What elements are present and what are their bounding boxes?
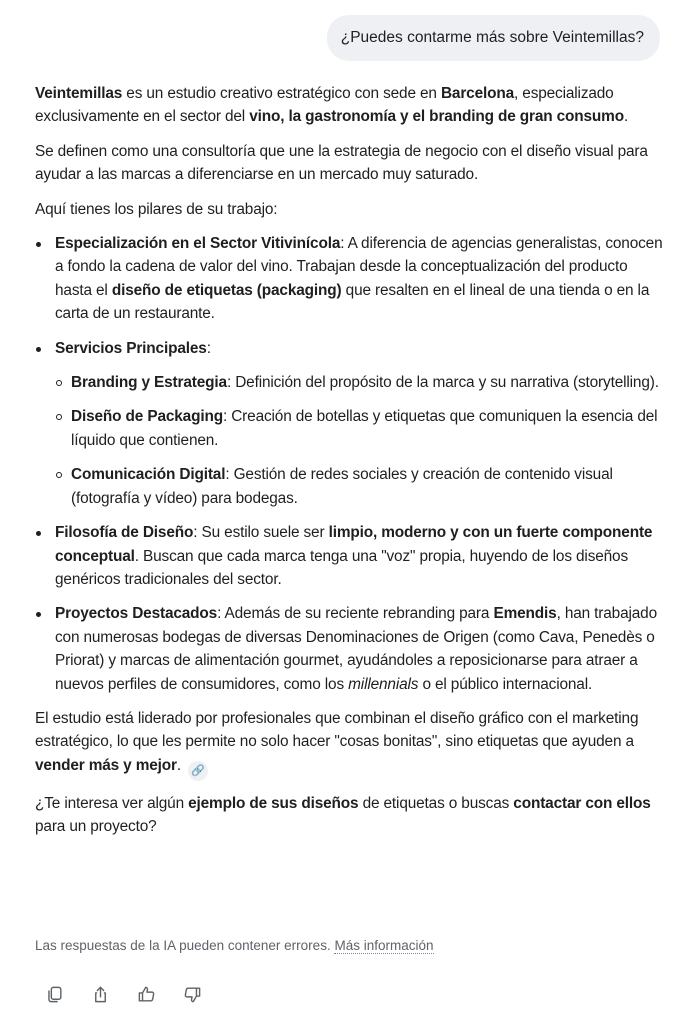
user-message-text: ¿Puedes contarme más sobre Veintemillas? bbox=[340, 29, 644, 46]
pillars-list bbox=[35, 232, 665, 696]
user-message-bubble bbox=[327, 15, 660, 61]
share-button[interactable] bbox=[90, 983, 110, 1005]
list-item: Especialización en el Sector Vitivinícola: A diferencia de agencias generalistas, conocen a fondo la cadena de valor del vino. Trabajan desde la conceptualización del producto hasta el diseño de etiquetas (packaging) que resalten en el lineal de una tienda o en la carta de un restaurante. bbox=[35, 232, 665, 326]
list-item: Proyectos Destacados: Además de su reciente rebranding para Emendis, han trabajado con numerosas bodegas de diversas Denominaciones de Origen (como Cava, Penedès o Priorat) y marcas de alimentación gourmet, ayudándoles a reposicionarse para atraer a nuevos perfiles de consumidores, como los millennials o el público internacional. bbox=[35, 602, 665, 696]
link-icon: 🔗 bbox=[191, 764, 205, 777]
copy-icon bbox=[45, 985, 64, 1004]
thumbs-down-button[interactable] bbox=[182, 983, 202, 1005]
share-icon bbox=[91, 985, 110, 1004]
definition-paragraph: Se definen como una consultoría que une la estrategia de negocio con el diseño visual para ayudar a las marcas a diferenciarse en un mercado muy saturado. bbox=[35, 142, 648, 184]
sub-list-item: Comunicación Digital: Gestión de redes sociales y creación de contenido visual (fotografía y vídeo) para bodegas. bbox=[55, 463, 665, 510]
list-item: Filosofía de Diseño: Su estilo suele ser limpio, moderno y con un fuerte componente conceptual. Buscan que cada marca tenga una "voz" propia, huyendo de los diseños genéricos tradicionales del sector. bbox=[35, 521, 665, 591]
services-list bbox=[55, 371, 665, 510]
bold-text: Veintemillas bbox=[35, 85, 123, 102]
intro-paragraph: Veintemillas es un estudio creativo estratégico con sede en Barcelona, especializado exclusivamente en el sector del vino, la gastronomía y el branding de gran consumo. bbox=[35, 85, 629, 126]
more-info-link[interactable]: Más información bbox=[334, 938, 434, 953]
followup-question: ¿Te interesa ver algún ejemplo de sus diseños de etiquetas o buscas contactar con ellos para un proyecto? bbox=[35, 794, 651, 836]
thumbs-down-icon bbox=[183, 985, 202, 1004]
source-link-chip[interactable] bbox=[188, 761, 208, 781]
sub-list-item: Diseño de Packaging: Creación de botellas y etiquetas que comuniquen la esencia del líquido que contienen. bbox=[55, 405, 665, 452]
sub-list-item: Branding y Estrategia: Definición del propósito de la marca y su narrativa (storytelling). bbox=[55, 371, 665, 394]
summary-paragraph: El estudio está liderado por profesionales que combinan el diseño gráfico con el marketing estratégico, lo que les permite no solo hacer "cosas bonitas", sino etiquetas que ayuden a vender más y mejor. 🔗 bbox=[35, 707, 665, 781]
assistant-response bbox=[35, 82, 665, 850]
thumbs-up-button[interactable] bbox=[136, 983, 156, 1005]
ai-disclaimer: Las respuestas de la IA pueden contener errores. Más información bbox=[35, 938, 434, 953]
thumbs-up-icon bbox=[137, 985, 156, 1004]
list-item: Servicios Principales: Branding y Estrategia: Definición del propósito de la marca y su narrativa (storytelling). Diseño de Packaging: Creación de botellas y etiquetas que comuniquen la esencia del líquido que contienen. Comunicación Digital: Gestión de redes sociales y creación de contenido visual (fotografía y vídeo) para bodegas. bbox=[35, 337, 665, 510]
response-actions bbox=[44, 983, 202, 1005]
copy-button[interactable] bbox=[44, 983, 64, 1005]
pillars-intro: Aquí tienes los pilares de su trabajo: bbox=[35, 200, 278, 218]
